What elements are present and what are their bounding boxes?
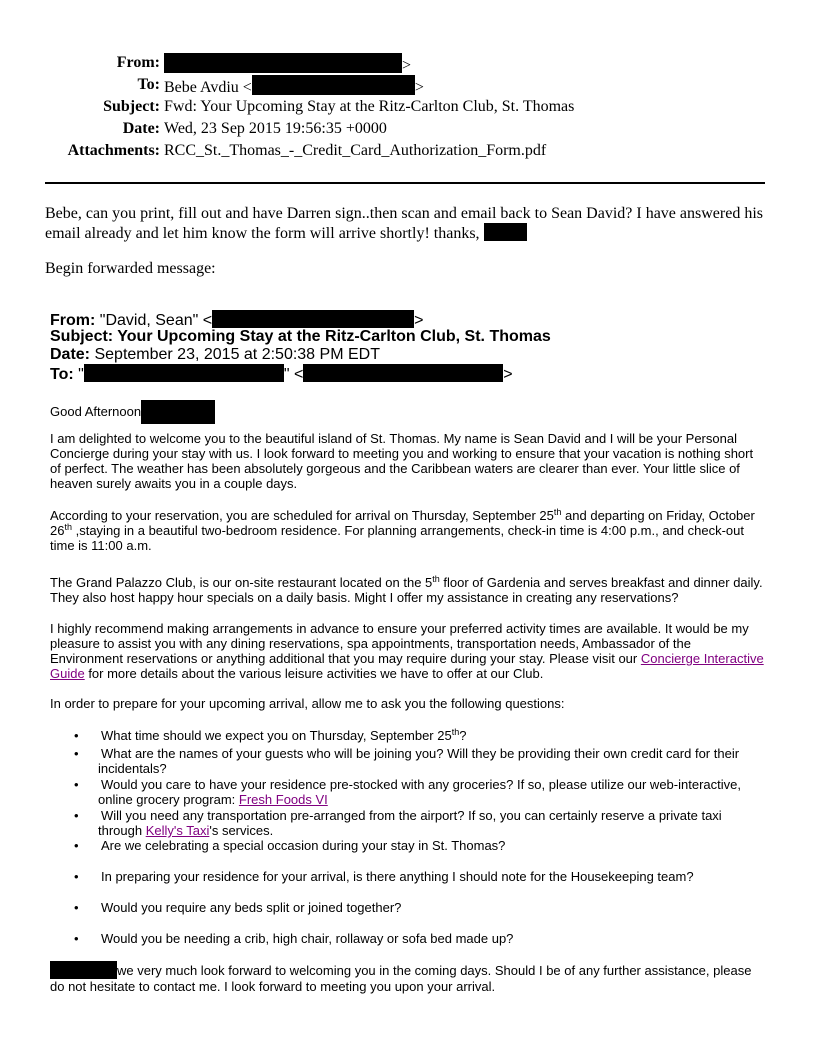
greeting: Good Afternoon (50, 400, 766, 424)
fwd-from-value: "David, Sean" < (99, 312, 213, 329)
date-label: Date: (122, 120, 160, 137)
to-label: To: (137, 76, 160, 93)
to-value: Bebe Avdiu < (164, 79, 252, 96)
bullet-icon: • (74, 869, 79, 884)
fwd-from-suffix: > (414, 312, 424, 329)
from-label: From: (116, 54, 160, 71)
fwd-to-row: To: " " < > (50, 366, 513, 383)
forward-note (45, 204, 775, 243)
redacted-signature (484, 223, 527, 241)
bullet-icon: • (74, 808, 79, 823)
fwd-subject-row (50, 328, 551, 346)
paragraph-questions-intro: In order to prepare for your upcoming arrival, allow me to ask you the following questions: (50, 696, 565, 711)
closing-paragraph: we very much look forward to welcoming you in the coming days. Should I be of any further assistance, please do not hesitate to contact me. I look forward to meeting you upon your arrival. (50, 963, 752, 994)
redacted-recipient-name (141, 400, 215, 424)
fwd-subject-value: Your Upcoming Stay at the Ritz-Carlton Club, St. Thomas (117, 328, 551, 345)
forward-note-text: Bebe, can you print, fill out and have Darren sign..then scan and email back to Sean David? I have answered his email already and let him know the form will arrive shortly! thanks, (45, 205, 763, 242)
redacted-from-address (164, 53, 402, 73)
subject-label: Subject: (103, 98, 160, 115)
fwd-to-label: To: (50, 366, 74, 383)
fwd-date-label: Date: (50, 346, 91, 363)
concierge-guide-link[interactable]: Concierge Interactive Guide (50, 651, 764, 681)
fwd-date-value: September 23, 2015 at 2:50:38 PM EDT (94, 346, 380, 363)
paragraph-reservation: According to your reservation, you are scheduled for arrival on Thursday, September 25th and departing on Friday, October 26th ,staying in a beautiful two-bedroom residence. For planning arrangements, check-in time is 4:00 p.m., and check-out time is 11:00 a.m. (50, 507, 755, 553)
paragraph-welcome: I am delighted to welcome you to the beautiful island of St. Thomas. My name is Sean David and I will be your Personal Concierge during your stay with us. I look forward to meeting you and working to ensure that your vacation is nothing short of perfect. The weather has been absolutely gorgeous and the Caribbean waters are clearer than ever. Your little slice of heaven surely awaits you in a couple days. (50, 431, 754, 491)
paragraph-recommendations: I highly recommend making arrangements in advance to ensure your preferred activity times are available. It would be my pleasure to assist you with any dining reservations, spa appointments, transportation needs, Ambassador of the Environment reservations or anything additional that you may require during your stay. Please visit our Concierge Interactive Guide for more details about the various leisure activities we have to offer at our Club. (50, 621, 764, 681)
attachments-label: Attachments: (67, 142, 160, 159)
fresh-foods-link[interactable]: Fresh Foods VI (238, 792, 328, 807)
fwd-from-label: From: (50, 312, 96, 329)
begin-forwarded-message: Begin forwarded message: (45, 260, 216, 277)
bullet-icon: • (74, 777, 79, 792)
fwd-subject-label: Subject: (50, 328, 114, 345)
fwd-date-row (50, 346, 380, 364)
bullet-icon: • (74, 728, 79, 743)
redacted-fwd-to-name (84, 364, 284, 382)
bullet-icon: • (74, 931, 79, 946)
fwd-from-row (50, 310, 423, 330)
from-suffix: > (402, 57, 412, 74)
attachment-filename[interactable]: RCC_St._Thomas_-_Credit_Card_Authorization_Form.pdf (164, 142, 547, 159)
header-divider (45, 182, 765, 184)
redacted-to-address (252, 75, 415, 95)
subject-value: Fwd: Your Upcoming Stay at the Ritz-Carlton Club, St. Thomas (164, 98, 575, 115)
paragraph-restaurant: The Grand Palazzo Club, is our on-site restaurant located on the 5th floor of Gardenia and serves breakfast and dinner daily. They also host happy hour specials on a daily basis. Might I offer my assistance in creating any reservations? (50, 574, 763, 605)
kellys-taxi-link[interactable]: Kelly's Taxi (145, 823, 210, 838)
date-value: Wed, 23 Sep 2015 19:56:35 +0000 (164, 120, 387, 137)
redacted-name (50, 961, 117, 979)
redacted-fwd-to-address (303, 364, 503, 382)
bullet-icon: • (74, 746, 79, 761)
bullet-icon: • (74, 838, 79, 853)
to-suffix: > (414, 79, 424, 96)
redacted-fwd-from-address (212, 310, 414, 328)
bullet-icon: • (74, 900, 79, 915)
